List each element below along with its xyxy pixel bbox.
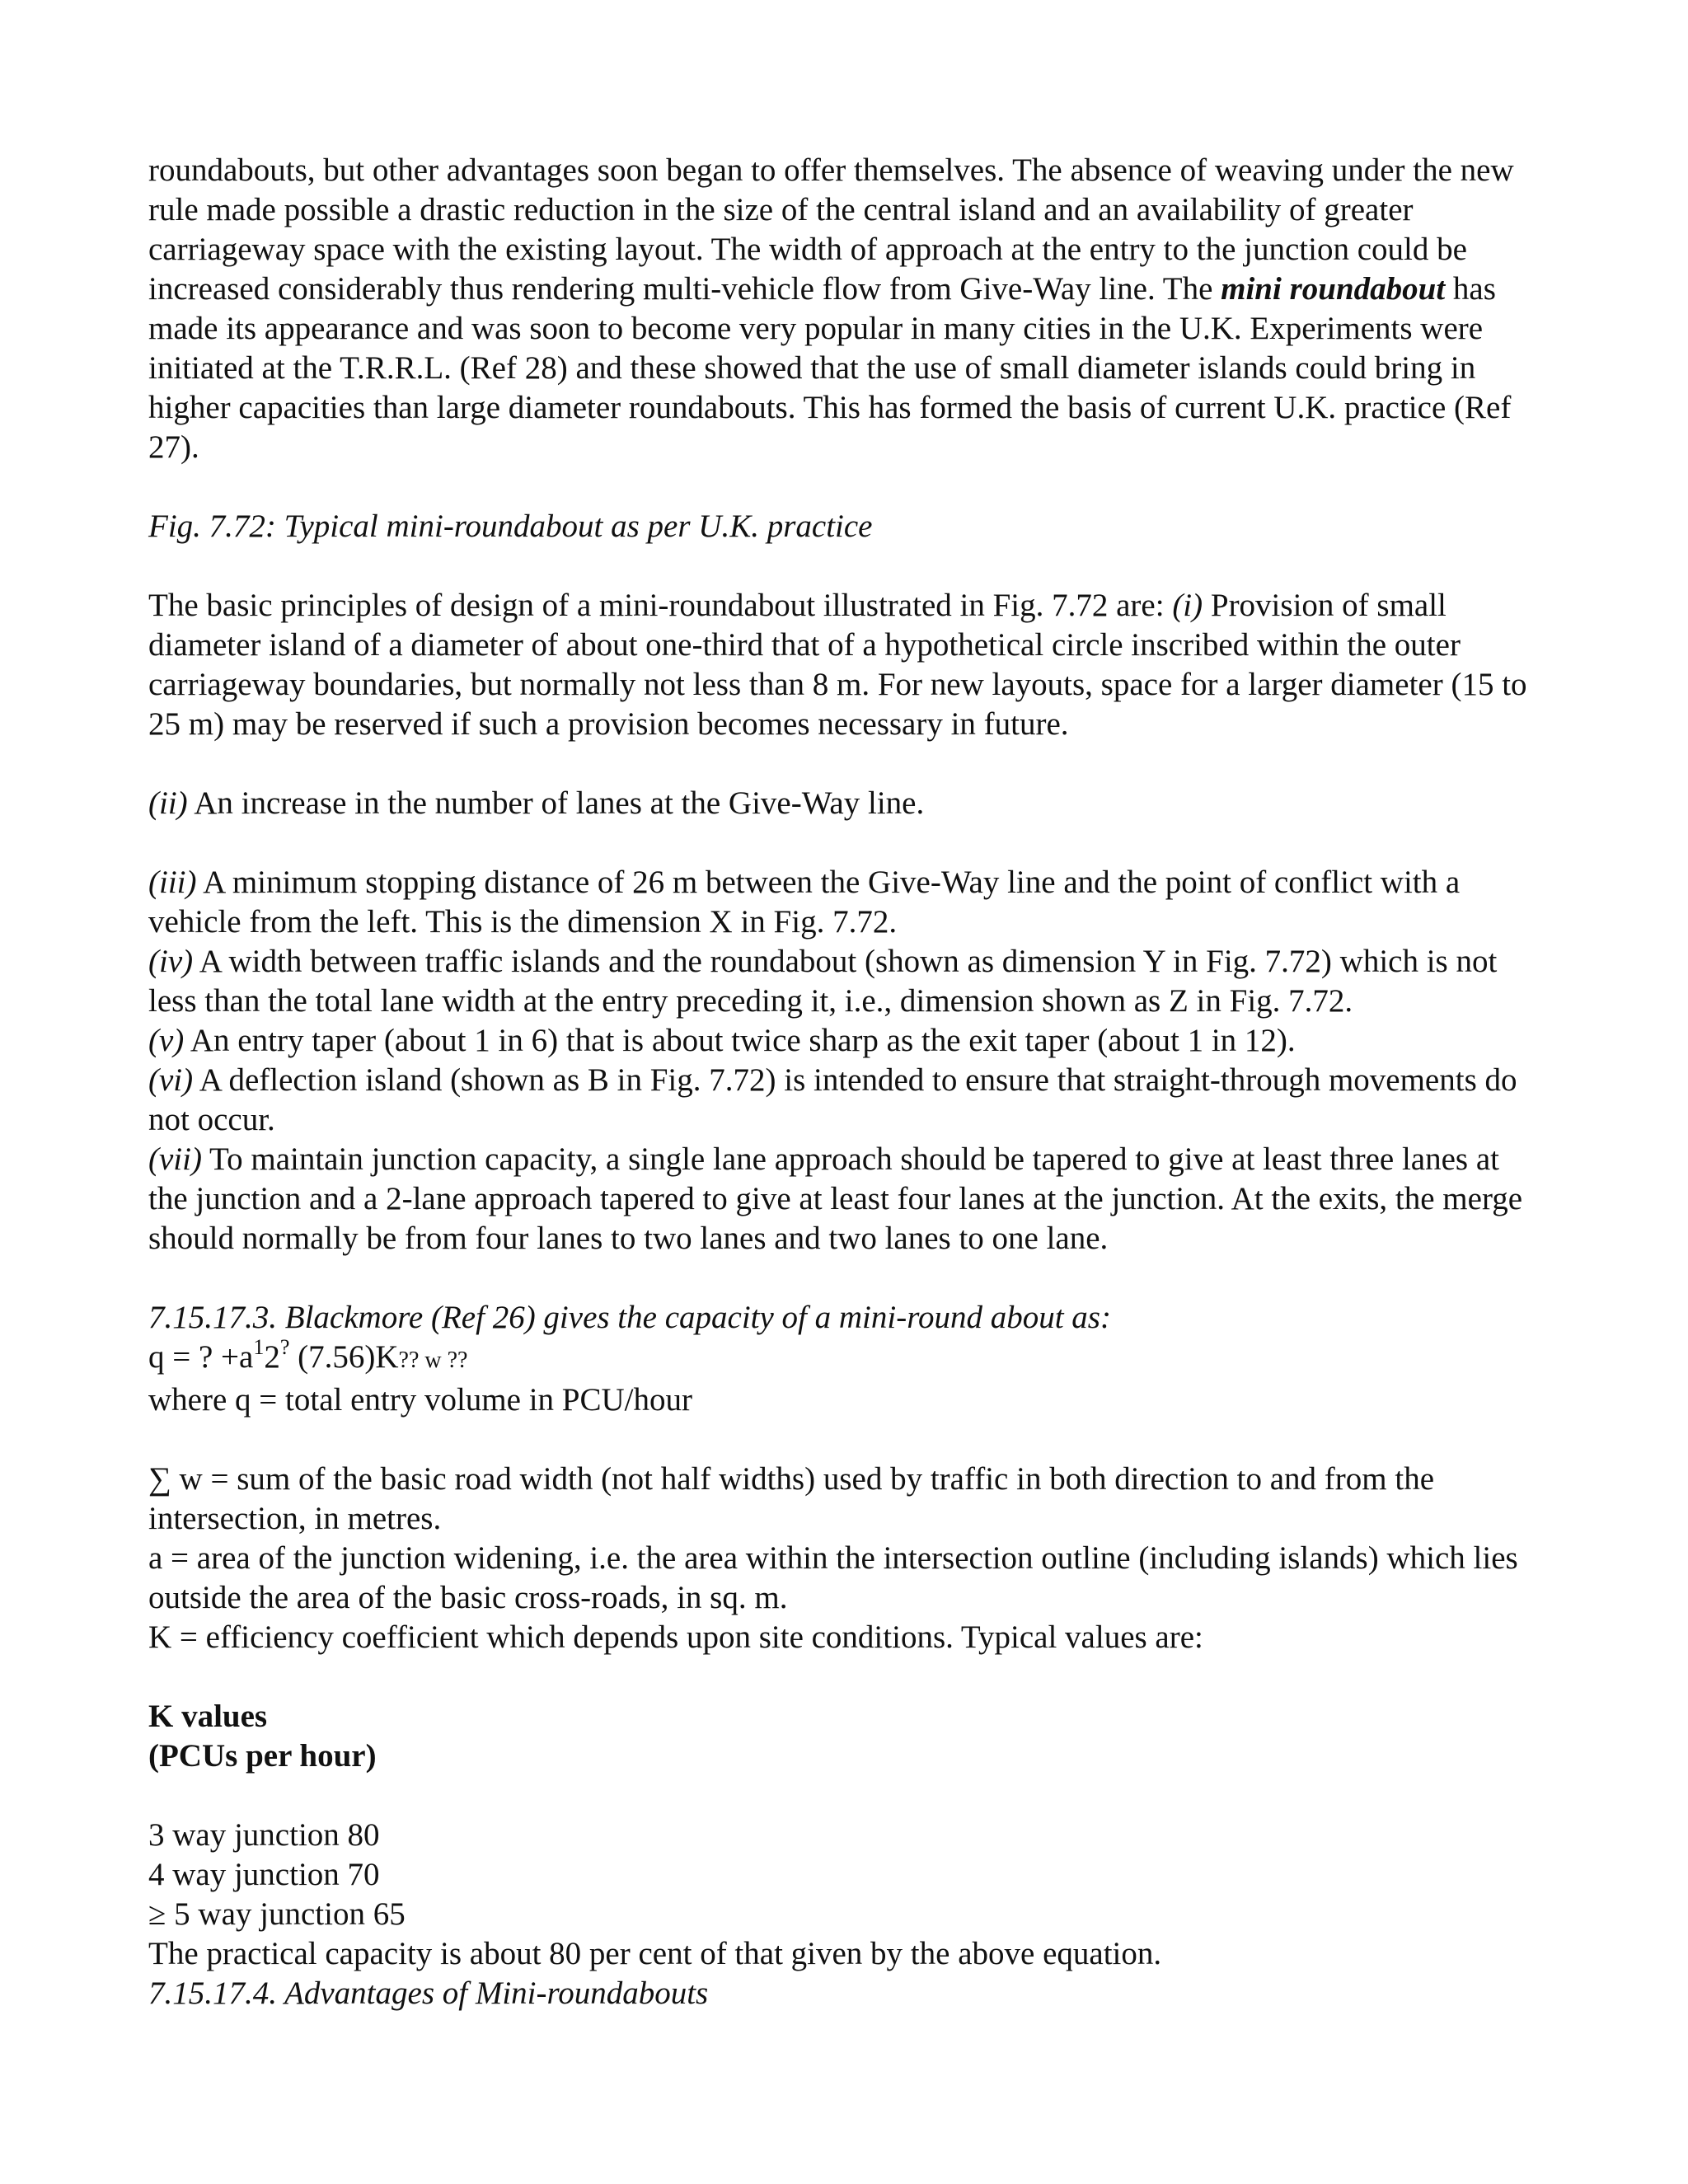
practical-capacity-note: The practical capacity is about 80 per cent of that given by the above equation. bbox=[148, 1936, 1162, 1971]
principle-vi-paragraph bbox=[148, 1061, 1531, 1140]
principle-iii-text: A minimum stopping distance of 26 m between the Give-Way line and the point of conflict with a vehicle from the left. This is the dimension X in Fig. 7.72. bbox=[148, 865, 1461, 940]
principles-intro: The basic principles of design of a mini-roundabout illustrated in Fig. 7.72 are: bbox=[148, 588, 1173, 623]
principle-v-paragraph bbox=[148, 1021, 1531, 1061]
k-value-row: 3 way junction 80 bbox=[148, 1817, 380, 1853]
principle-v-text: An entry taper (about 1 in 6) that is about twice sharp as the exit taper (about 1 in 12). bbox=[184, 1023, 1296, 1058]
principle-iv-label: (iv) bbox=[148, 944, 194, 979]
k-value-row: ≥ 5 way junction 65 bbox=[148, 1896, 406, 1932]
principle-iii-paragraph bbox=[148, 863, 1531, 942]
equation-part-2: 2 bbox=[264, 1339, 280, 1375]
equation-part-1: q = ? +a bbox=[148, 1339, 254, 1375]
principle-vii-label: (vii) bbox=[148, 1141, 202, 1177]
equation-part-4: ?? w ?? bbox=[398, 1347, 468, 1373]
k-values-subheading: (PCUs per hour) bbox=[148, 1738, 377, 1774]
equation-superscript-1: 1 bbox=[253, 1335, 265, 1359]
mini-roundabout-term: mini roundabout bbox=[1221, 271, 1446, 307]
intro-text-1: roundabouts, but other advantages soon began to offer themselves. The absence of weaving under the new rule made possible a drastic reduction in the size of the central island and an availability of greater carriageway space with the existing layout. The width of approach at the entry to the junction could be increased considerably thus rendering multi-vehicle flow from Give-Way line. The bbox=[148, 152, 1514, 307]
definition-a: a = area of the junction widening, i.e. the area within the intersection outline (including islands) which lies outside the area of the basic cross-roads, in sq. m. bbox=[148, 1540, 1518, 1615]
principle-iv-text: A width between traffic islands and the roundabout (shown as dimension Y in Fig. 7.72) which is not less than the total lane width at the entry preceding it, i.e., dimension shown as Z in Fig. 7.72. bbox=[148, 944, 1498, 1019]
equation-part-3: (7.56)K bbox=[289, 1339, 399, 1375]
section-heading-7-15-17-4: 7.15.17.4. Advantages of Mini-roundabouts bbox=[148, 1975, 709, 2011]
principle-iv-paragraph bbox=[148, 942, 1531, 1021]
principle-ii-text: An increase in the number of lanes at the Give-Way line. bbox=[187, 785, 925, 821]
capacity-equation bbox=[148, 1335, 1531, 1380]
definition-q: where q = total entry volume in PCU/hour bbox=[148, 1382, 692, 1418]
principle-ii-label: (ii) bbox=[148, 785, 188, 821]
principle-vii-text: To maintain junction capacity, a single lane approach should be tapered to give at least three lanes at the junction and a 2-lane approach tapered to give at least four lanes at the junction. At the exits, the merge should normally be from four lanes to two lanes and two lanes to one lane. bbox=[148, 1141, 1523, 1256]
k-value-row: 4 way junction 70 bbox=[148, 1857, 380, 1892]
intro-paragraph bbox=[148, 151, 1531, 467]
equation-superscript-2: ? bbox=[279, 1335, 290, 1359]
principle-vi-text: A deflection island (shown as B in Fig. 7.72) is intended to ensure that straight-through movements do not occur. bbox=[148, 1062, 1517, 1137]
principle-vii-paragraph bbox=[148, 1140, 1531, 1258]
intro-text-2: has made its appearance and was soon to become very popular in many cities in the U.K. Experiments were initiated at the T.R.R.L. (Ref 28) and these showed that the use of small diameter islands could bring in higher capacities than large diameter roundabouts. This has formed the basis of current U.K. practice (Ref 27). bbox=[148, 271, 1512, 465]
figure-caption: Fig. 7.72: Typical mini-roundabout as per U.K. practice bbox=[148, 509, 873, 544]
principle-vi-label: (vi) bbox=[148, 1062, 194, 1098]
principle-i-text: Provision of small diameter island of a diameter of about one-third that of a hypothetical circle inscribed within the outer carriageway boundaries, but normally not less than 8 m. For new layouts, space for a larger diameter (15 to 25 m) may be reserved if such a provision becomes necessary in future. bbox=[148, 588, 1527, 742]
principle-ii-paragraph bbox=[148, 784, 1531, 823]
section-heading-7-15-17-3: 7.15.17.3. Blackmore (Ref 26) gives the capacity of a mini-round about as: bbox=[148, 1300, 1111, 1335]
principle-iii-label: (iii) bbox=[148, 865, 197, 900]
definition-k: K = efficiency coefficient which depends upon site conditions. Typical values are: bbox=[148, 1619, 1203, 1655]
definition-w: ∑ w = sum of the basic road width (not half widths) used by traffic in both direction to and from the intersection, in metres. bbox=[148, 1461, 1434, 1536]
k-values-heading: K values bbox=[148, 1699, 268, 1734]
principle-i-paragraph bbox=[148, 586, 1531, 744]
principle-v-label: (v) bbox=[148, 1023, 185, 1058]
principle-i-label: (i) bbox=[1172, 588, 1203, 623]
